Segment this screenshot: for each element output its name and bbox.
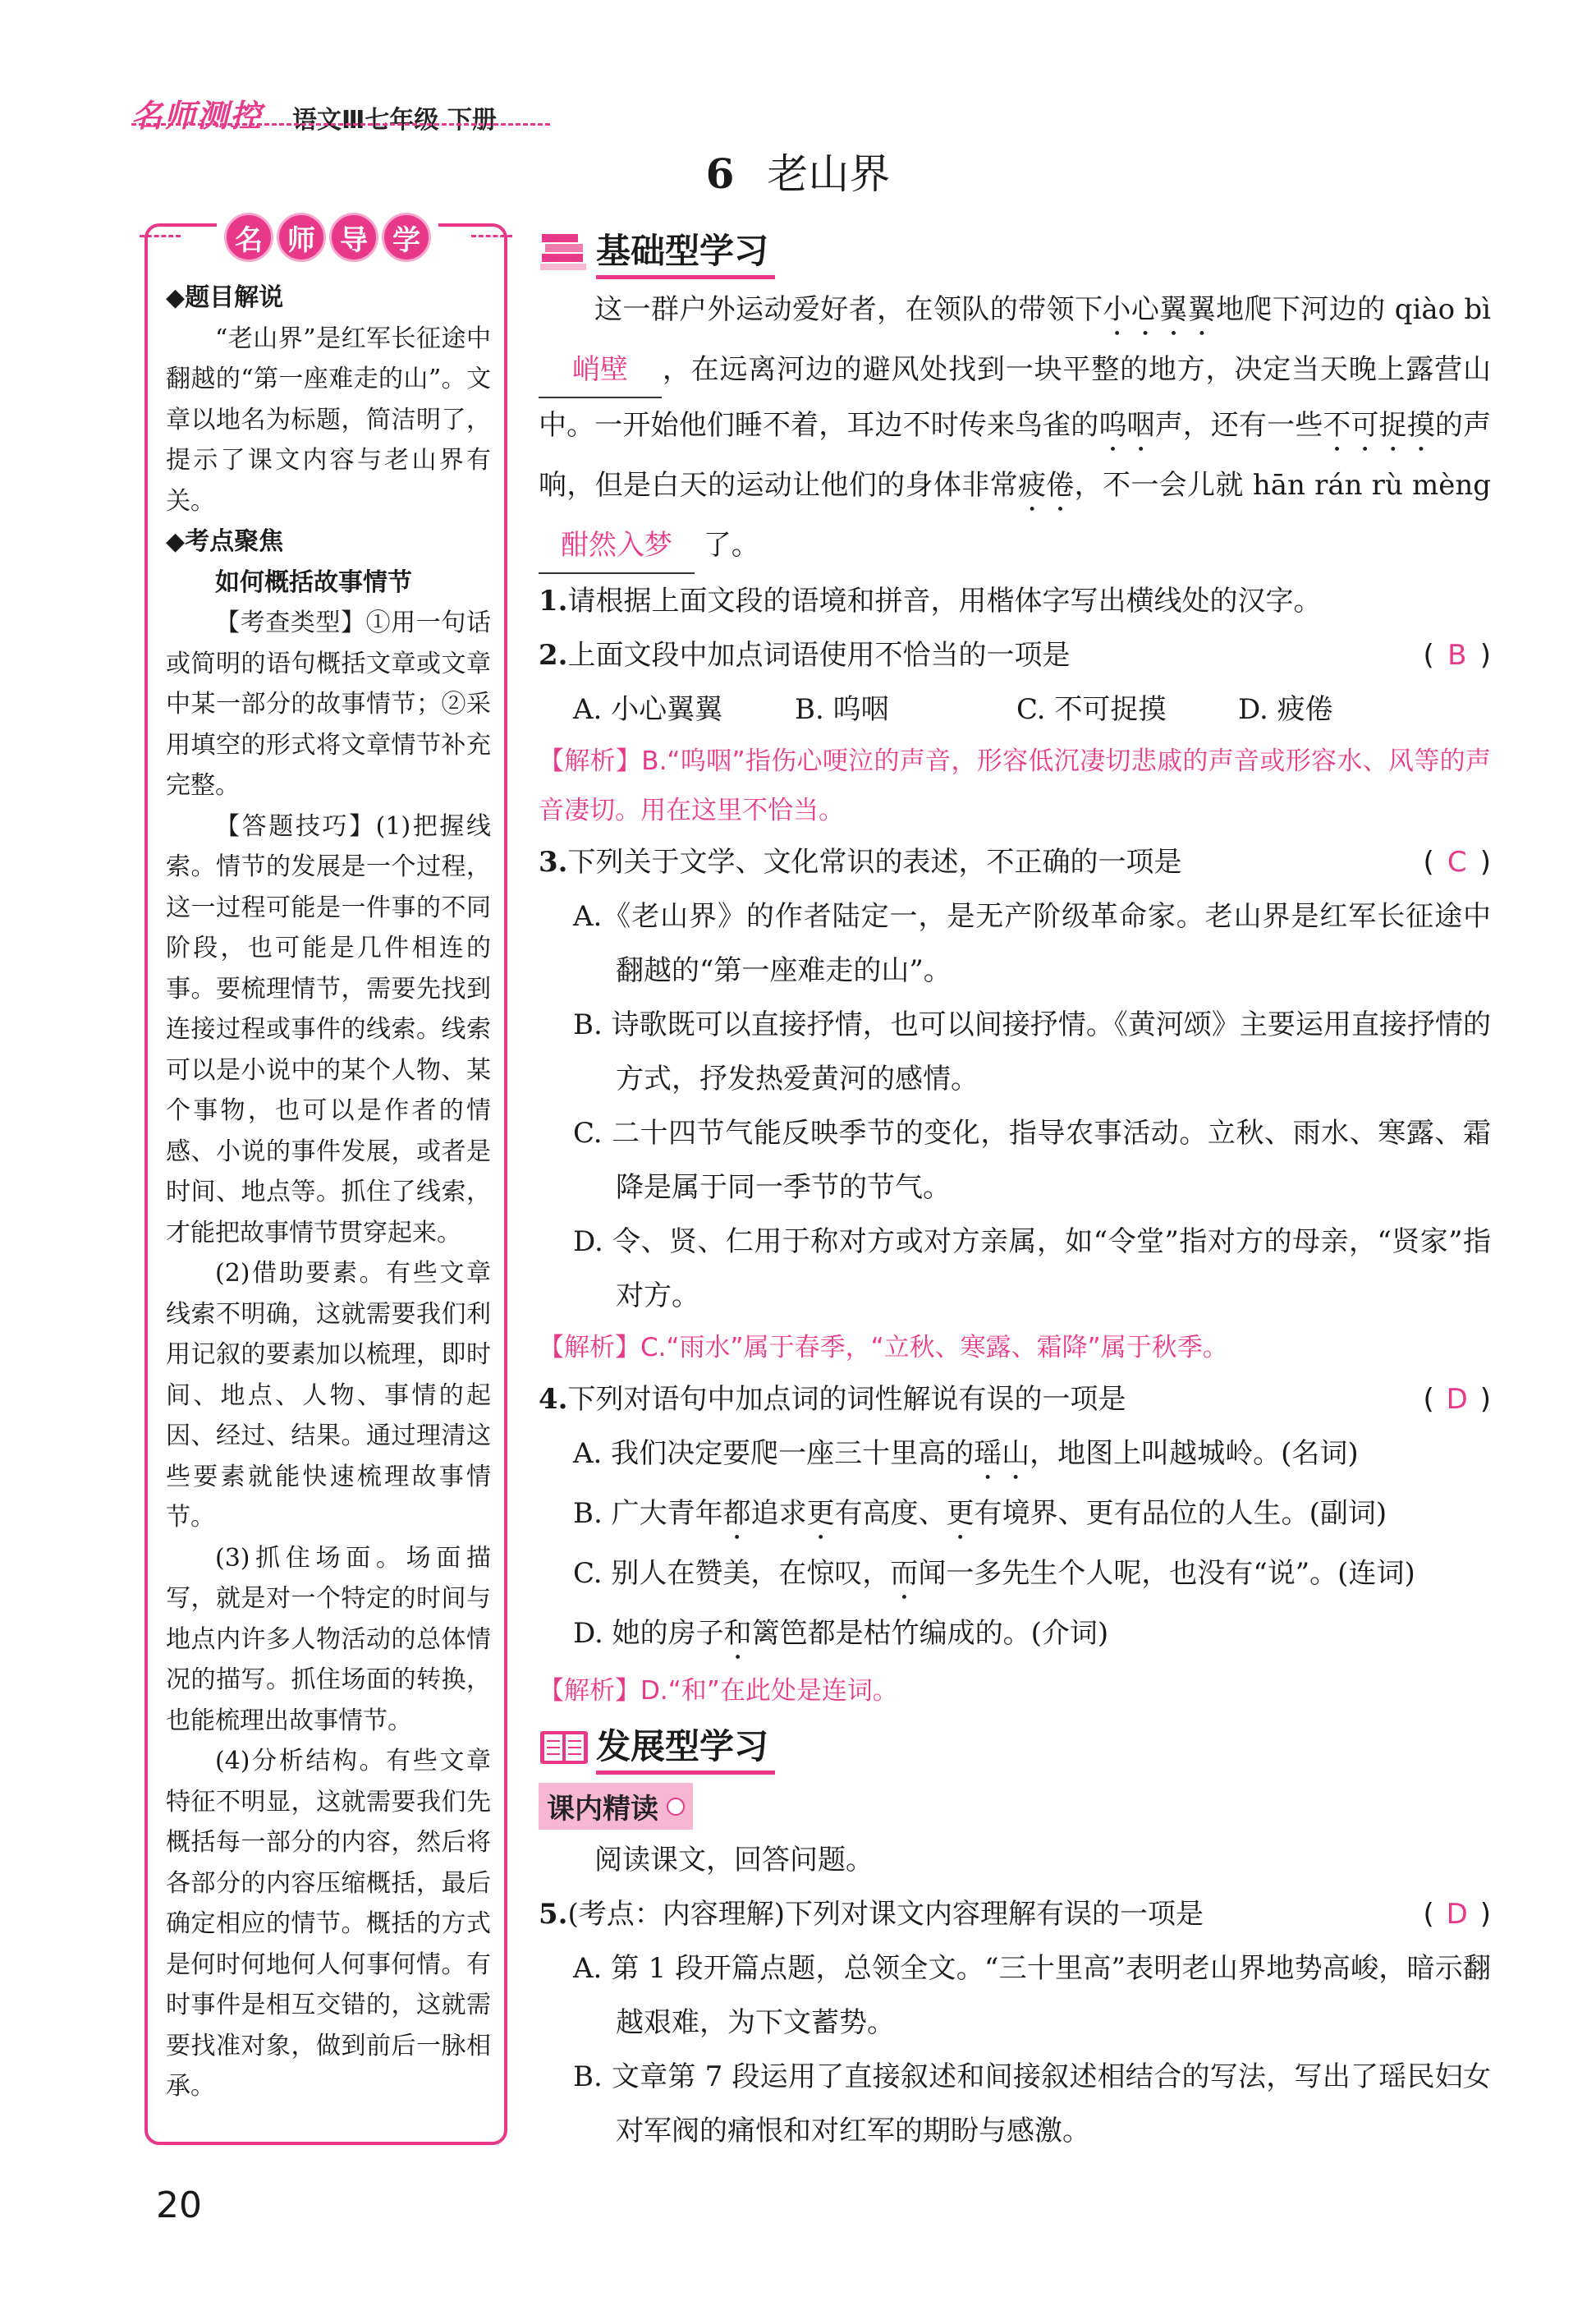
lesson-name: 老山界 [767, 150, 891, 198]
dotted-word: 而 [890, 1557, 919, 1590]
question-text: 请根据上面文段的语境和拼音，用楷体字写出横线处的汉字。 [567, 585, 1322, 618]
answer-paren: ( D ) [1423, 1372, 1491, 1426]
focus-heading: ◆考点聚焦 [166, 527, 284, 556]
analysis: 【解析】D.“和”在此处是连词。 [539, 1676, 898, 1706]
answer-blank: 峭壁 [539, 342, 662, 398]
option-d [539, 1606, 1491, 1666]
dotted-word: 和 [723, 1617, 752, 1650]
option-text: 有高度、 [834, 1497, 947, 1530]
title-explain-heading: ◆题目解说 [166, 283, 284, 312]
badge-dash-right [471, 235, 512, 237]
sidebar-paragraph: (4)分析结构。有些文章特征不明显，这就需要我们先概括每一部分的内容，然后将各部分的内容压缩概括，最后确定相应的情节。概括的方式是何时何地何人何事何情。有时事件是相互交错的，这就需要找准对象，做到前后一脉相承。 [166, 1747, 491, 2101]
section-basic [539, 220, 1491, 282]
option-text: 有境界、更有品位的人生。(副词) [974, 1497, 1387, 1530]
option-text: 闻一多先生个人呢，也没有“说”。(连词) [918, 1557, 1415, 1590]
dotted-word: 都 [722, 1497, 751, 1530]
question-1 [539, 574, 1491, 628]
books-icon [539, 229, 589, 273]
option-text: B. 广大青年 [573, 1497, 723, 1530]
option-text: 追求 [750, 1497, 807, 1530]
question-text: 上面文段中加点词语使用不恰当的一项是 [567, 639, 1071, 672]
section-title: 基础型学习 [596, 224, 775, 279]
dotted-word: 不可捉摸 [1323, 409, 1435, 442]
lesson-title [0, 141, 1596, 200]
passage-text: 的声响，但是白天的运动让他们的身体非常 [539, 409, 1492, 502]
badge-char: 名 [224, 213, 273, 262]
sidebar-paragraph: (2)借助要素。有些文章线索不明确，这就需要我们利用记叙的要素加以梳理，即时间、地点、人物、事情的起因、经过、结果。通过理清这些要素就能快速梳理故事情节。 [166, 1259, 491, 1532]
answer-paren: ( B ) [1423, 628, 1491, 682]
dotted-word: 呜咽 [1098, 409, 1155, 442]
option: A.《老山界》的作者陆定一，是无产阶级革命家。老山界是红军长征途中翻越的“第一座难走的山”。 [573, 900, 1491, 987]
answer-paren: ( D ) [1423, 1887, 1491, 1941]
question-text: 下列对语句中加点词的词性解说有误的一项是 [567, 1383, 1126, 1416]
question-text: (考点：内容理解)下列对课文内容理解有误的一项是 [567, 1898, 1204, 1931]
open-book-icon [539, 1725, 589, 1769]
answer-letter: D [1446, 1383, 1468, 1416]
passage-text: ，在远离河边的避风处找到一块平整的地方，决定当天晚上露营山中。一开始他们睡不着，耳边不时传来鸟雀的 [539, 353, 1491, 442]
subject-label: 语文Ⅲ七年级 下册 [292, 106, 497, 135]
header-divider [131, 123, 550, 126]
answer-letter: B [1447, 639, 1467, 672]
option: A. 第 1 段开篇点题，总领全文。“三十里高”表明老山界地势高峻，暗示翻越艰难，为下文蓄势。 [573, 1952, 1491, 2039]
answer-letter: C [1447, 846, 1467, 879]
question-number: 3. [539, 846, 568, 879]
sidebar-paragraph: (3)抓住场面。场面描写，就是对一个特定的时间与地点内许多人物活动的总体情况的描写。抓住场面的转换，也能梳理出故事情节。 [166, 1543, 491, 1735]
question-4 [539, 1372, 1491, 1426]
question-number: 5. [539, 1898, 568, 1931]
dotted-word: 疲倦 [1017, 469, 1075, 502]
sidebar-paragraph: 【考查类型】①用一句话或简明的语句概括文章或文章中某一部分的故事情节；②采用填空的形式将文章情节补充完整。 [166, 609, 491, 800]
passage [539, 282, 1491, 574]
close-reading-tag [539, 1783, 693, 1830]
dotted-word: 更 [806, 1497, 835, 1530]
instruction: 阅读课文，回答问题。 [594, 1844, 874, 1876]
passage-text: 声，还有一些 [1154, 409, 1323, 442]
guide-badge [217, 210, 438, 264]
lesson-number: 6 [705, 149, 735, 198]
passage-text: 地爬下河边的 qiào bì [1216, 293, 1492, 326]
option-b [539, 1486, 1491, 1546]
option: D. 令、贤、仁用于称对方或对方亲属，如“令堂”指对方的母亲，“贤家”指对方。 [573, 1225, 1491, 1312]
answer-letter: D [1446, 1898, 1468, 1931]
option: B. 文章第 7 段运用了直接叙述和间接叙述相结合的写法，写出了瑶民妇女对军阀的痛恨和对红军的期盼与感激。 [573, 2060, 1491, 2147]
chevron-down-icon [667, 1798, 685, 1816]
section-develop [539, 1716, 1491, 1778]
main-column [539, 220, 1491, 2158]
sidebar-paragraph: 【答题技巧】(1)把握线索。情节的发展是一个过程，这一过程可能是一件事的不同阶段，也可能是几件相连的事。要梳理情节，需要先找到连接过程或事件的线索。线索可以是小说中的某个人物、某个事物，也可以是作者的情感、小说的事件发展，或者是时间、地点等。抓住了线索，才能把故事情节贯穿起来。 [166, 811, 491, 1247]
option-a [539, 1426, 1491, 1486]
option-text: ，地图上叫越城岭。(名词) [1030, 1437, 1359, 1470]
question-5 [539, 1887, 1491, 1941]
option-text: 篱笆都是枯竹编成的。(介词) [751, 1617, 1109, 1650]
analysis: 【解析】C.“雨水”属于春季，“立秋、寒露、霜降”属于秋季。 [539, 1333, 1228, 1362]
passage-text: ，不一会儿就 hān rán rù mèng [1074, 469, 1492, 502]
focus-subheading: 如何概括故事情节 [215, 567, 412, 597]
option-text: C. 别人在赞美，在惊叹， [573, 1557, 891, 1590]
question-number: 2. [539, 639, 568, 672]
page-number: 20 [156, 2184, 202, 2226]
tag-label: 课内精读 [547, 1793, 658, 1826]
option: C. 二十四节气能反映季节的变化，指导农事活动。立秋、雨水、寒露、霜降是属于同一季节的节气。 [573, 1117, 1491, 1204]
question-number: 1. [539, 585, 568, 618]
option: C. 不可捉摸 [1016, 693, 1167, 726]
badge-char: 导 [329, 213, 378, 262]
question-number: 4. [539, 1383, 568, 1416]
badge-char: 师 [277, 213, 326, 262]
option-c [539, 1546, 1491, 1606]
question-text: 下列关于文学、文化常识的表述，不正确的一项是 [567, 846, 1182, 879]
dotted-word: 小心翼翼 [1103, 293, 1217, 326]
passage-text: 这一群户外运动爱好者，在领队的带领下 [594, 293, 1103, 326]
analysis: 【解析】B.“呜咽”指伤心哽泣的声音，形容低沉凄切悲戚的声音或形容水、风等的声音凄切。用在这里不恰当。 [539, 746, 1491, 825]
answer-paren: ( C ) [1423, 835, 1491, 889]
option: B. 呜咽 [795, 693, 889, 726]
answer-blank: 酣然入梦 [539, 518, 695, 574]
question-3 [539, 835, 1491, 889]
page-header [131, 90, 497, 136]
section-title: 发展型学习 [596, 1720, 775, 1775]
option-text: D. 她的房子 [573, 1617, 724, 1650]
options-row [539, 682, 1491, 737]
passage-text: 了。 [695, 529, 759, 562]
question-2 [539, 628, 1491, 682]
title-explain-text: “老山界”是红军长征途中翻越的“第一座难走的山”。文章以地名为标题，简洁明了，提示了课文内容与老山界有关。 [166, 324, 491, 516]
badge-dash-left [140, 235, 181, 237]
dotted-word: 瑶山 [974, 1437, 1030, 1470]
badge-char: 学 [382, 213, 431, 262]
option: A. 小心翼翼 [573, 693, 723, 726]
teacher-guide-sidebar [144, 223, 507, 2145]
dotted-word: 更 [946, 1497, 975, 1530]
option-text: A. 我们决定要爬一座三十里高的 [573, 1437, 975, 1470]
option: B. 诗歌既可以直接抒情，也可以间接抒情。《黄河颂》主要运用直接抒情的方式，抒发热爱黄河的感情。 [573, 1008, 1491, 1095]
brand-logo: 名师测控 [131, 98, 264, 134]
option: D. 疲倦 [1238, 693, 1333, 726]
